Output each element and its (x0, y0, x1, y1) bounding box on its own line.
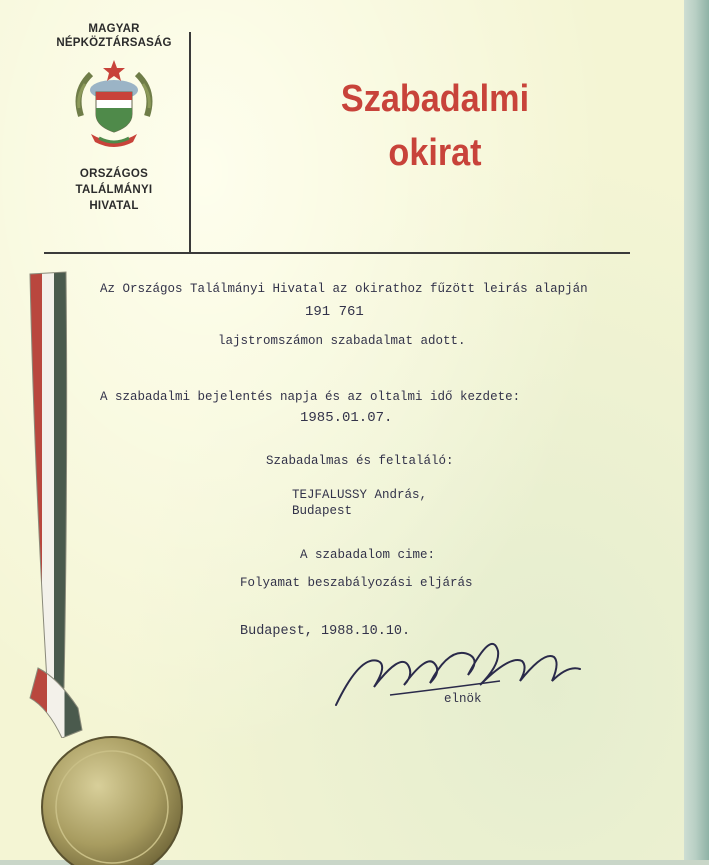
document-title (300, 72, 570, 180)
office-name-line3: HIVATAL (89, 200, 139, 212)
patent-title: Folyamat beszabályozási eljárás (240, 576, 473, 590)
subject-label: A szabadalom cime: (300, 548, 436, 562)
holder-name: TEJFALUSSY András, (292, 488, 428, 502)
ribbon-tricolor (18, 268, 108, 738)
registration-number: 191 761 (305, 304, 364, 320)
office-name-line2: TALÁLMÁNYI (75, 184, 153, 196)
holder-label: Szabadalmas és feltaláló: (266, 454, 454, 468)
place-and-date: Budapest, 1988.10.10. (240, 624, 411, 639)
state-name-line2: NÉPKÖZTÁRSASÁG (56, 37, 172, 49)
grant-text: lajstromszámon szabadalmat adott. (218, 334, 466, 348)
header-horizontal-divider (44, 252, 630, 254)
filing-date-value: 1985.01.07. (300, 410, 393, 426)
filing-date-label: A szabadalmi bejelentés napja és az oltalmi idő kezdete: (100, 390, 521, 404)
title-line2: okirat (388, 132, 482, 174)
issuer-block (40, 22, 188, 214)
signer-title: elnök (444, 692, 482, 706)
coat-of-arms-emblem (69, 56, 159, 156)
holder-city: Budapest (292, 504, 353, 518)
intro-text: Az Országos Találmányi Hivatal az okirathoz fűzött leirás alapján (100, 282, 588, 296)
office-name-line1: ORSZÁGOS (79, 168, 149, 180)
medal-seal (40, 735, 190, 865)
state-name-line1: MAGYAR (88, 23, 140, 35)
title-line1: Szabadalmi (340, 78, 530, 120)
header-vertical-divider (189, 32, 191, 254)
